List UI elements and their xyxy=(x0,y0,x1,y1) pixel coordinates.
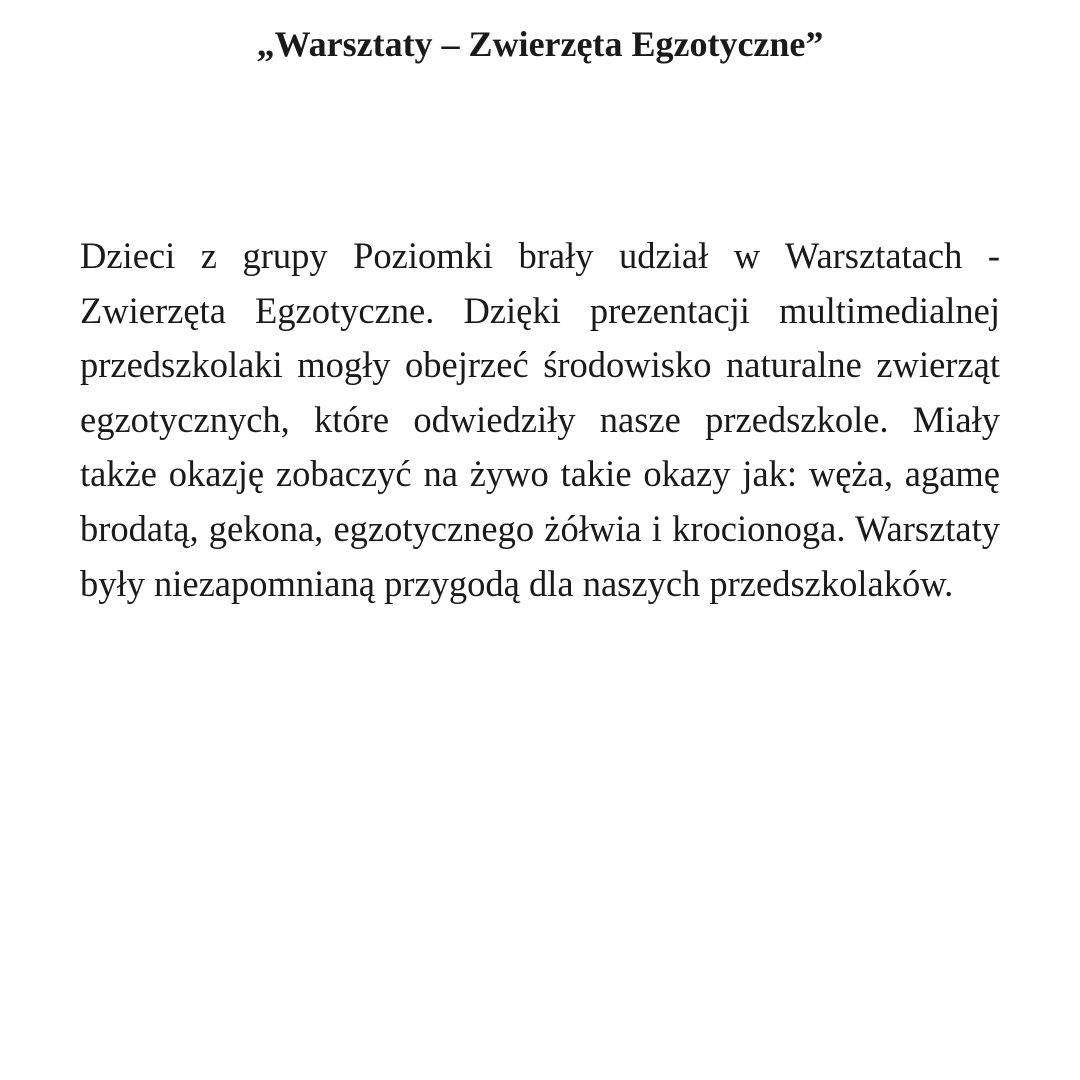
document-title: „Warsztaty – Zwierzęta Egzotyczne” xyxy=(256,24,824,64)
document-body-paragraph: Dzieci z grupy Poziomki brały udział w Warsztatach - Zwierzęta Egzotyczne. Dzięki prezentacji multimedialnej przedszkolaki mogły obejrzeć środowisko naturalne zwierząt egzotycznych, które odwiedziły nasze przedszkole. Miały także okazję zobaczyć na żywo takie okazy jak: węża, agamę brodatą, gekona, egzotycznego żółwia i krocionoga. Warsztaty były niezapomnianą przygodą dla naszych przedszkolaków. xyxy=(80,235,1000,604)
